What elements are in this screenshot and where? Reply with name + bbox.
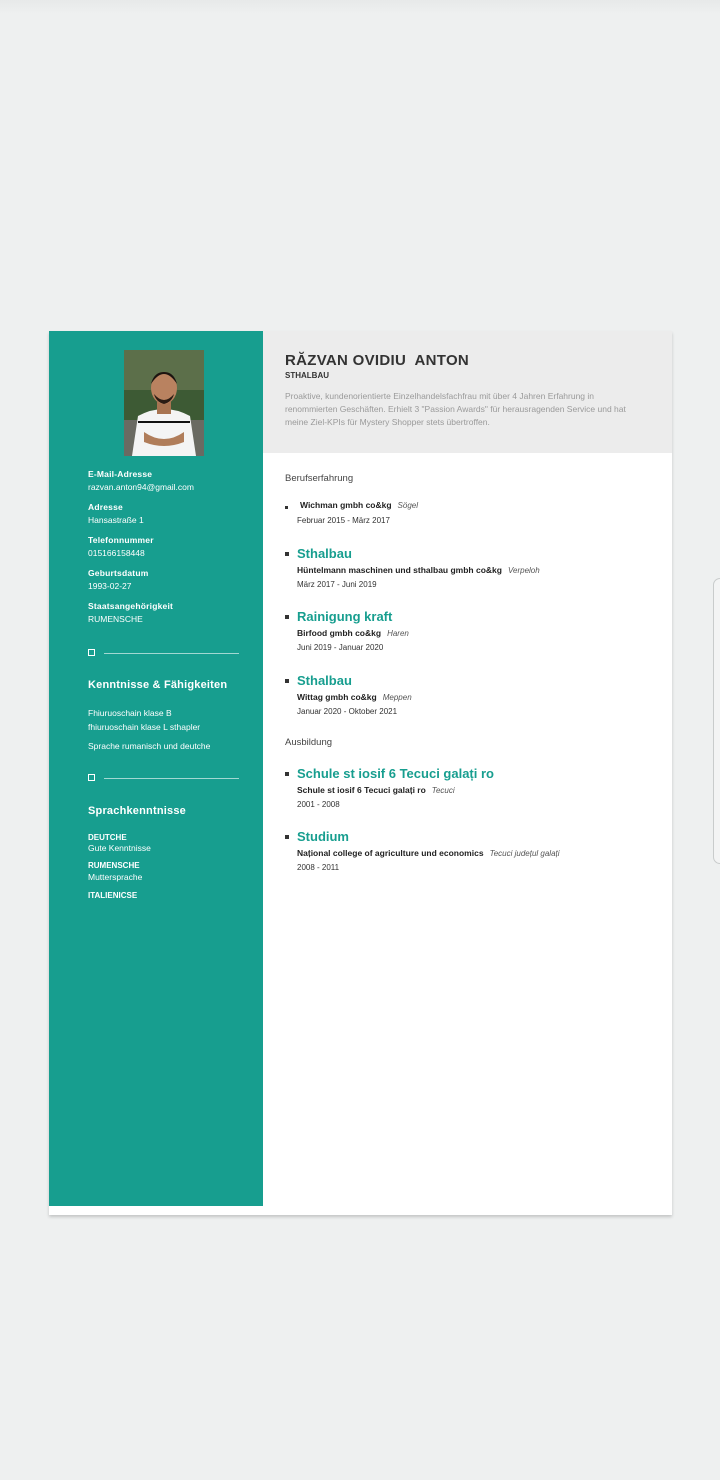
entry-title: Schule st iosif 6 Tecuci galați ro	[297, 766, 494, 781]
entry-location: Haren	[387, 629, 409, 638]
resume-page	[49, 331, 672, 1215]
entry-dates: Februar 2015 - März 2017	[297, 516, 390, 525]
language-level: Gute Kenntnisse	[88, 843, 151, 853]
experience-title: Berufserfahrung	[285, 473, 354, 484]
profile-photo	[124, 350, 204, 456]
contact-label: E-Mail-Adresse	[88, 469, 153, 479]
contact-email	[88, 469, 194, 492]
contact-value[interactable]: 015166158448	[88, 548, 145, 558]
entry-company: Birfood gmbh co&kg	[297, 628, 382, 638]
entry-company-line	[297, 692, 412, 702]
section-divider	[88, 774, 239, 782]
skill-item: fhiuruoschain klase L sthapler	[88, 722, 201, 732]
contact-value[interactable]: razvan.anton94@gmail.com	[88, 482, 194, 492]
entry-dates: Juni 2019 - Januar 2020	[297, 643, 384, 652]
bullet-icon	[285, 679, 289, 683]
language-name: RUMENSCHE	[88, 861, 140, 870]
bullet-icon	[285, 615, 289, 619]
entry-dates: Januar 2020 - Oktober 2021	[297, 707, 398, 716]
person-name: RĂZVAN OVIDIU ANTON	[285, 352, 470, 369]
skills-title: Kenntnisse & Fähigkeiten	[88, 679, 228, 691]
entry-company: Hüntelmann maschinen und sthalbau gmbh co&kg	[297, 565, 502, 575]
education-title: Ausbildung	[285, 737, 333, 748]
divider-line	[104, 778, 239, 779]
bullet-icon	[285, 506, 288, 509]
section-divider	[88, 649, 239, 657]
entry-dates: 2008 - 2011	[297, 863, 340, 872]
entry-company-line	[297, 628, 409, 638]
entry-company-line	[300, 500, 418, 510]
entry-title: Studium	[297, 829, 349, 844]
contact-birthdate	[88, 568, 149, 591]
square-icon	[88, 649, 95, 656]
resume-header	[263, 331, 672, 453]
contact-value: Hansastraße 1	[88, 515, 144, 525]
entry-title: Sthalbau	[297, 546, 352, 561]
bullet-icon	[285, 835, 289, 839]
side-scroll-handle[interactable]	[713, 578, 720, 864]
entry-dates: März 2017 - Juni 2019	[297, 580, 377, 589]
language-level: Muttersprache	[88, 872, 143, 882]
entry-location: Tecuci județul galați	[489, 849, 560, 858]
contact-address	[88, 502, 144, 525]
contact-value: RUMENSCHE	[88, 614, 143, 624]
contact-label: Adresse	[88, 502, 123, 512]
profile-summary: Proaktive, kundenorientierte Einzelhandelsfachfrau mit über 4 Jahren Erfahrung in renommierten Geschäften. Erhielt 3 "Passion Awards" für herausragenden Service und hat meine Ziel-KPIs für Mystery Shopper stets übertroffen.	[285, 391, 626, 427]
contact-label: Staatsangehörigkeit	[88, 601, 174, 611]
entry-company-line	[297, 785, 455, 795]
skill-item: Sprache rumanisch und deutche	[88, 741, 211, 751]
contact-label: Geburtsdatum	[88, 568, 149, 578]
entry-location: Sögel	[397, 501, 419, 510]
person-role: STHALBAU	[285, 371, 329, 380]
entry-dates: 2001 - 2008	[297, 800, 340, 809]
entry-company: Wichman gmbh co&kg	[300, 500, 392, 510]
contact-phone	[88, 535, 154, 558]
entry-location: Meppen	[382, 693, 412, 702]
skill-item: Fhiuruoschain klase B	[88, 708, 172, 718]
sidebar	[49, 331, 263, 1206]
entry-title: Rainigung kraft	[297, 609, 393, 624]
language-name: ITALIENICSE	[88, 891, 138, 900]
languages-title: Sprachkenntnisse	[88, 805, 186, 817]
bullet-icon	[285, 552, 289, 556]
entry-location: Tecuci	[431, 786, 455, 795]
contact-value: 1993-02-27	[88, 581, 132, 591]
top-bar	[0, 0, 720, 14]
entry-location: Verpeloh	[507, 566, 540, 575]
contact-label: Telefonnummer	[88, 535, 154, 545]
entry-company: Național college of agriculture und economics	[297, 848, 484, 858]
entry-company-line	[297, 565, 540, 575]
divider-line	[104, 653, 239, 654]
entry-company: Schule st iosif 6 Tecuci galați ro	[297, 785, 426, 795]
bullet-icon	[285, 772, 289, 776]
square-icon	[88, 774, 95, 781]
entry-company-line	[297, 848, 560, 858]
entry-company: Wittag gmbh co&kg	[297, 692, 377, 702]
language-name: DEUTCHE	[88, 833, 127, 842]
entry-title: Sthalbau	[297, 673, 352, 688]
contact-nationality	[88, 601, 173, 624]
